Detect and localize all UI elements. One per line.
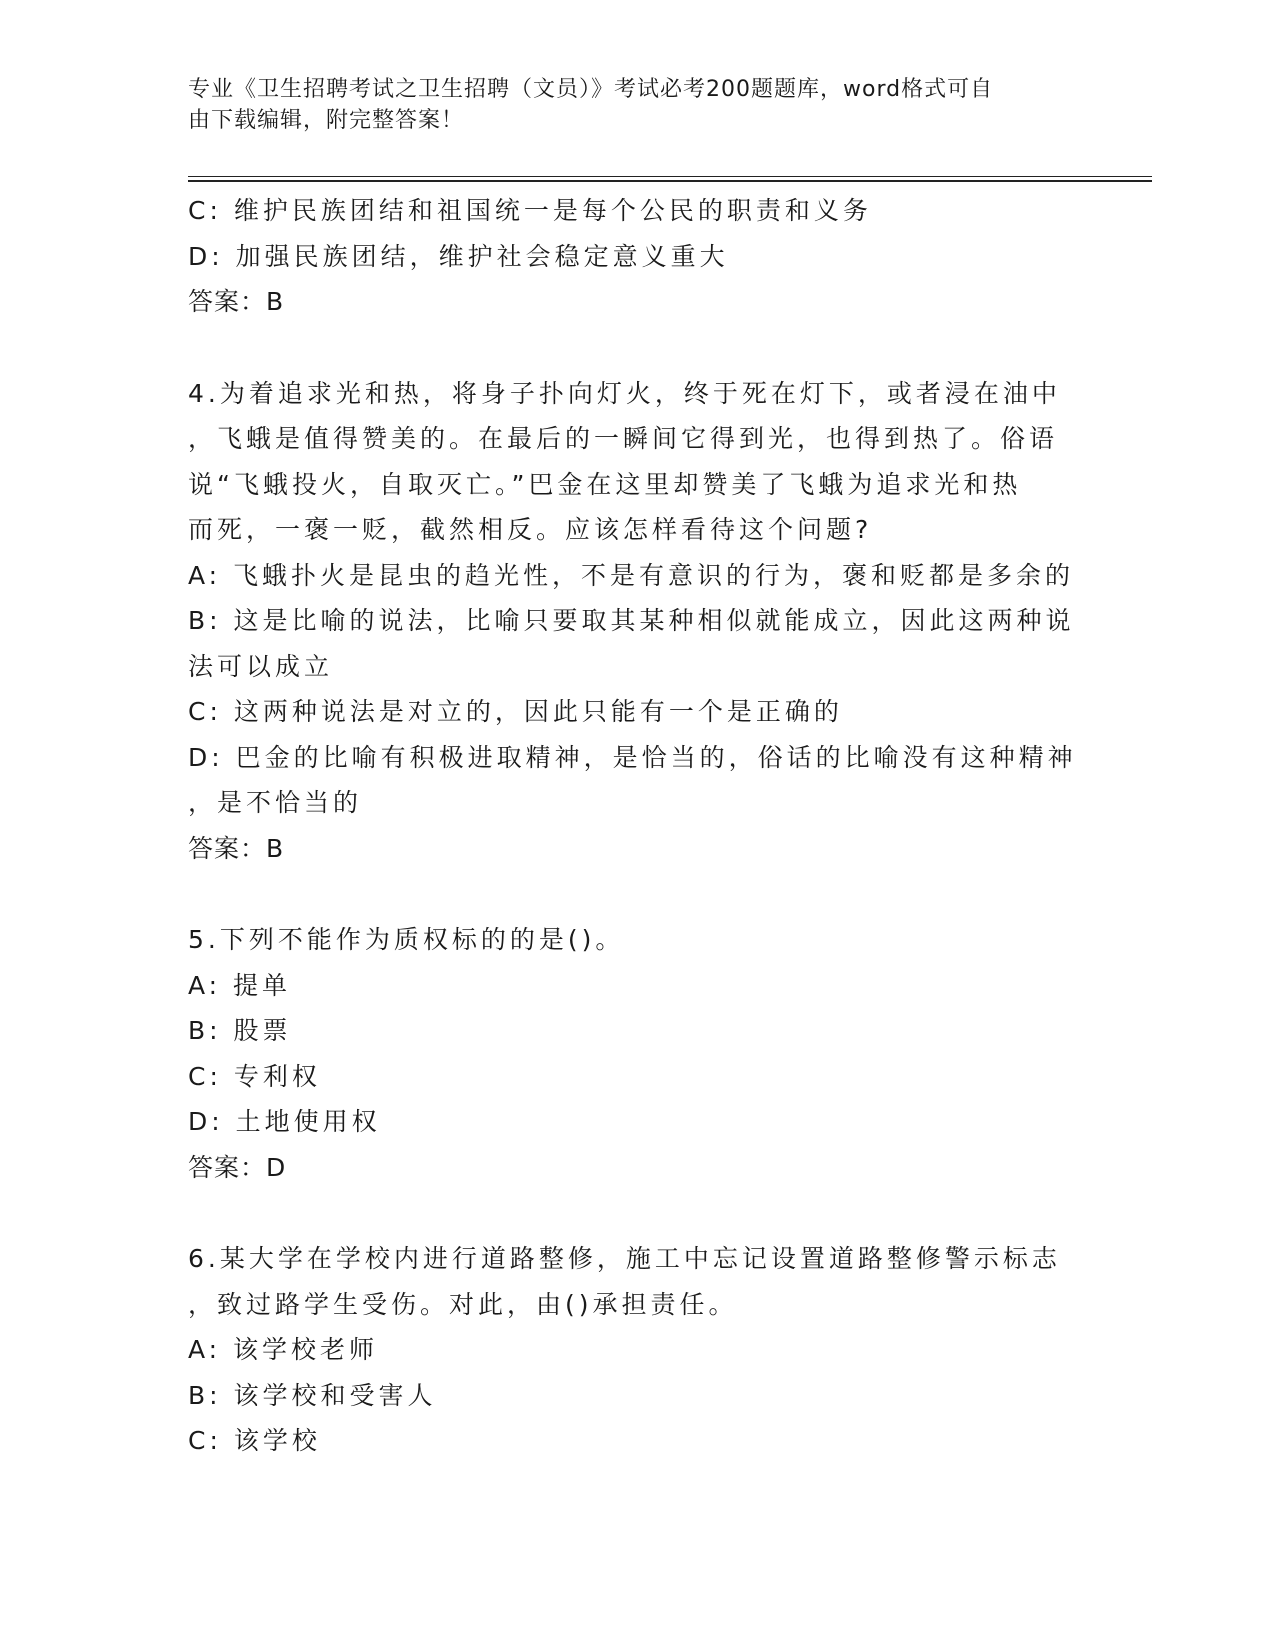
q3-option-c: C: 维护民族团结和祖国统一是每个公民的职责和义务 <box>188 196 872 225</box>
q4-option-d-line-2: ，是不恰当的 <box>188 788 363 817</box>
document-header <box>188 74 1068 136</box>
question-4 <box>188 371 1088 872</box>
q6-stem-line-2: ，致过路学生受伤。对此，由()承担责任。 <box>188 1289 738 1319</box>
q5-answer: 答案：D <box>188 1152 287 1182</box>
spacer <box>188 1190 1088 1236</box>
q3-option-d: D: 加强民族团结，维护社会稳定意义重大 <box>188 241 729 271</box>
question-list <box>188 188 1088 1464</box>
q4-option-a: A: 飞蛾扑火是昆虫的趋光性，不是有意识的行为，褒和贬都是多余的 <box>188 560 1075 590</box>
q4-stem-line-3: 说“飞蛾投火，自取灭亡。”巴金在这里却赞美了飞蛾为追求光和热 <box>188 469 1022 499</box>
q5-option-d: D: 土地使用权 <box>188 1107 381 1136</box>
q4-stem-line-2: ，飞蛾是值得赞美的。在最后的一瞬间它得到光，也得到热了。俗语 <box>188 424 1059 453</box>
q4-answer: 答案：B <box>188 833 285 863</box>
q5-option-a: A: 提单 <box>188 970 292 1000</box>
q4-option-b-line-2: 法可以成立 <box>188 651 334 681</box>
header-line-1: 专业《卫生招聘考试之卫生招聘（文员）》考试必考200题题库，word格式可自 <box>188 77 994 102</box>
header-divider-thin <box>188 176 1152 177</box>
q6-option-c: C: 该学校 <box>188 1426 321 1455</box>
q6-option-a: A: 该学校老师 <box>188 1335 379 1364</box>
spacer <box>188 871 1088 917</box>
question-5 <box>188 917 1088 1190</box>
header-line-2: 由下载编辑，附完整答案！ <box>188 108 465 133</box>
question-3 <box>188 188 1088 325</box>
q4-option-b-line-1: B: 这是比喻的说法，比喻只要取其某种相似就能成立，因此这两种说 <box>188 606 1075 635</box>
header-divider-thick <box>188 180 1152 182</box>
q4-option-c: C: 这两种说法是对立的，因此只能有一个是正确的 <box>188 697 843 726</box>
q5-stem: 5.下列不能作为质权标的的是()。 <box>188 925 625 954</box>
q4-option-d-line-1: D: 巴金的比喻有积极进取精神，是恰当的，俗话的比喻没有这种精神 <box>188 742 1077 772</box>
q6-option-b: B: 该学校和受害人 <box>188 1380 437 1410</box>
spacer <box>188 325 1088 371</box>
q3-answer: 答案：B <box>188 287 285 316</box>
q5-option-b: B: 股票 <box>188 1016 292 1045</box>
q5-option-c: C: 专利权 <box>188 1061 321 1091</box>
q6-stem-line-1: 6.某大学在学校内进行道路整修，施工中忘记设置道路整修警示标志 <box>188 1244 1061 1273</box>
q4-stem-line-4: 而死，一褒一贬，截然相反。应该怎样看待这个问题? <box>188 515 873 544</box>
q4-stem-line-1: 4.为着追求光和热，将身子扑向灯火，终于死在灯下，或者浸在油中 <box>188 378 1061 408</box>
question-6 <box>188 1236 1088 1464</box>
